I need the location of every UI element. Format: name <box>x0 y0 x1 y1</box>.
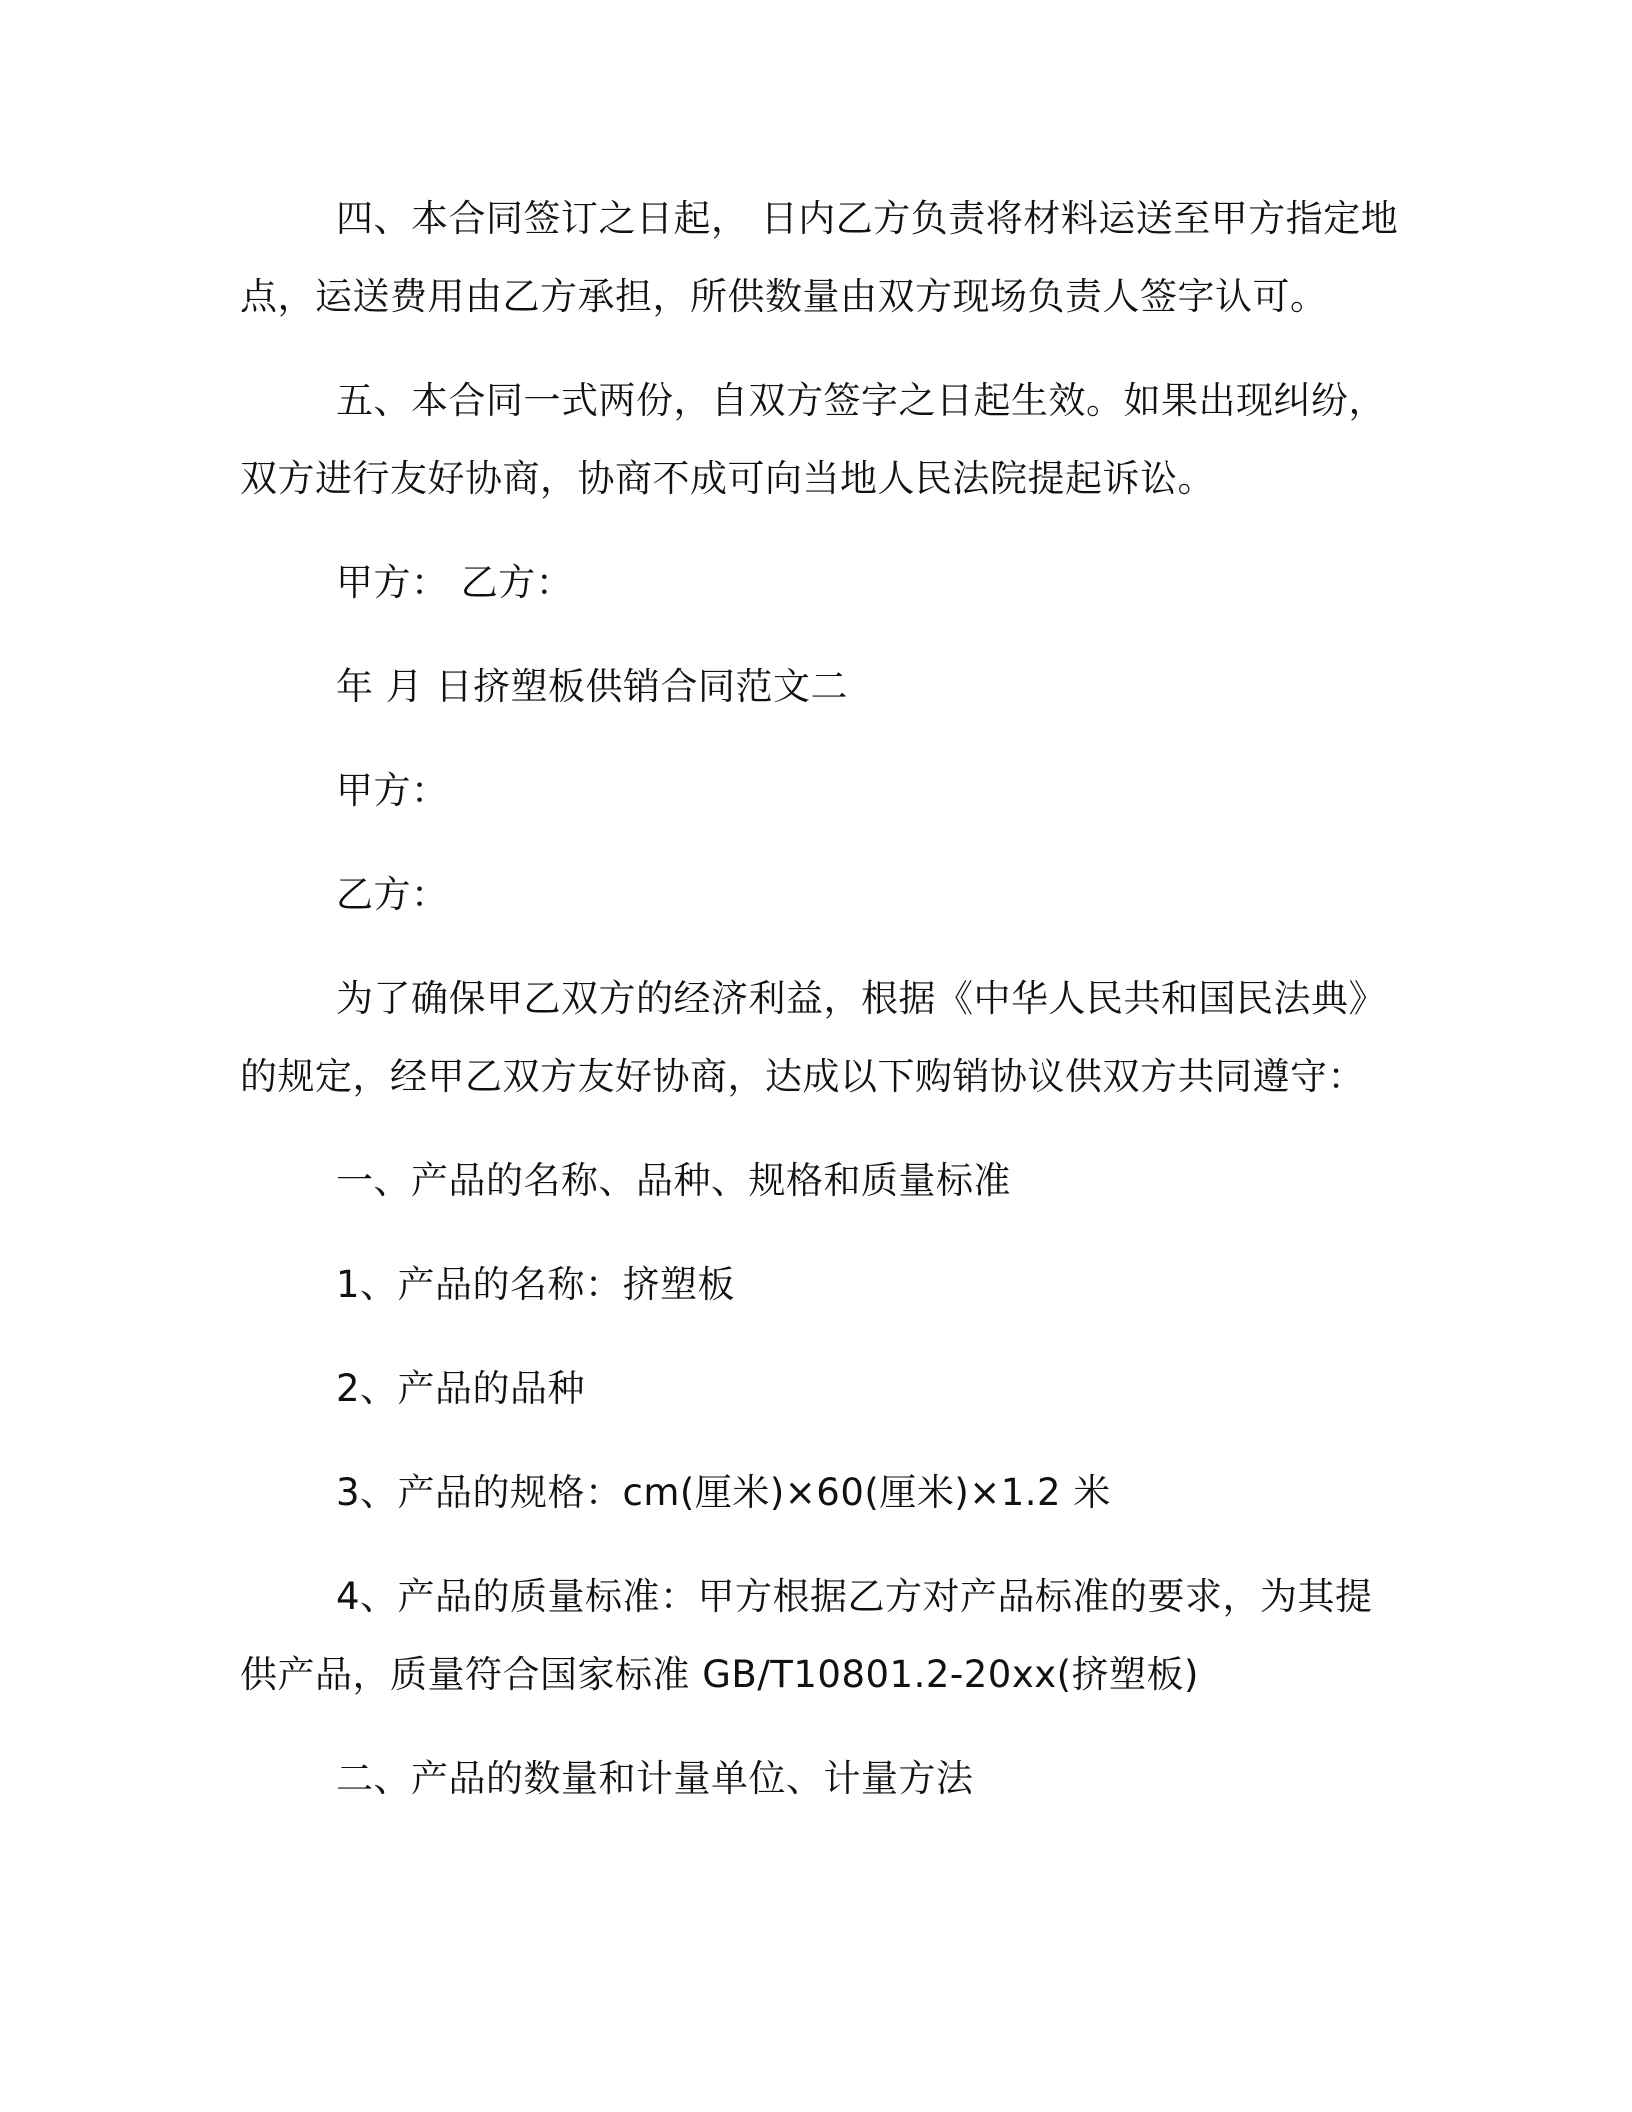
product-spec-item: 3、产品的规格：cm(厘米)×60(厘米)×1.2 米 <box>336 1471 1111 1514</box>
product-name-item: 1、产品的名称：挤塑板 <box>336 1263 736 1306</box>
section-one-heading: 一、产品的名称、品种、规格和质量标准 <box>336 1159 1011 1202</box>
party-a-line: 甲方： <box>336 769 449 812</box>
section-two-heading: 二、产品的数量和计量单位、计量方法 <box>336 1757 974 1800</box>
clause-five-paragraph: 五、本合同一式两份，自双方签字之日起生效。如果出现纠纷，双方进行友好协商，协商不成可向当地人民法院提起诉讼。 <box>240 379 1386 500</box>
preamble-paragraph: 为了确保甲乙双方的经济利益，根据《中华人民共和国民法典》的规定，经甲乙双方友好协商，达成以下购销协议供双方共同遵守： <box>240 977 1386 1098</box>
signature-parties-line: 甲方： 乙方： <box>336 561 574 604</box>
product-variety-item: 2、产品的品种 <box>336 1367 586 1410</box>
clause-four-paragraph: 四、本合同签订之日起， 日内乙方负责将材料运送至甲方指定地点，运送费用由乙方承担，所供数量由双方现场负责人签字认可。 <box>240 197 1399 318</box>
document-body <box>240 180 1400 1844</box>
quality-standard-item: 4、产品的质量标准：甲方根据乙方对产品标准的要求，为其提供产品，质量符合国家标准 GB/T10801.2-20xx(挤塑板) <box>240 1575 1373 1696</box>
date-and-second-contract-title: 年 月 日挤塑板供销合同范文二 <box>336 665 849 708</box>
party-b-line: 乙方： <box>336 873 449 916</box>
